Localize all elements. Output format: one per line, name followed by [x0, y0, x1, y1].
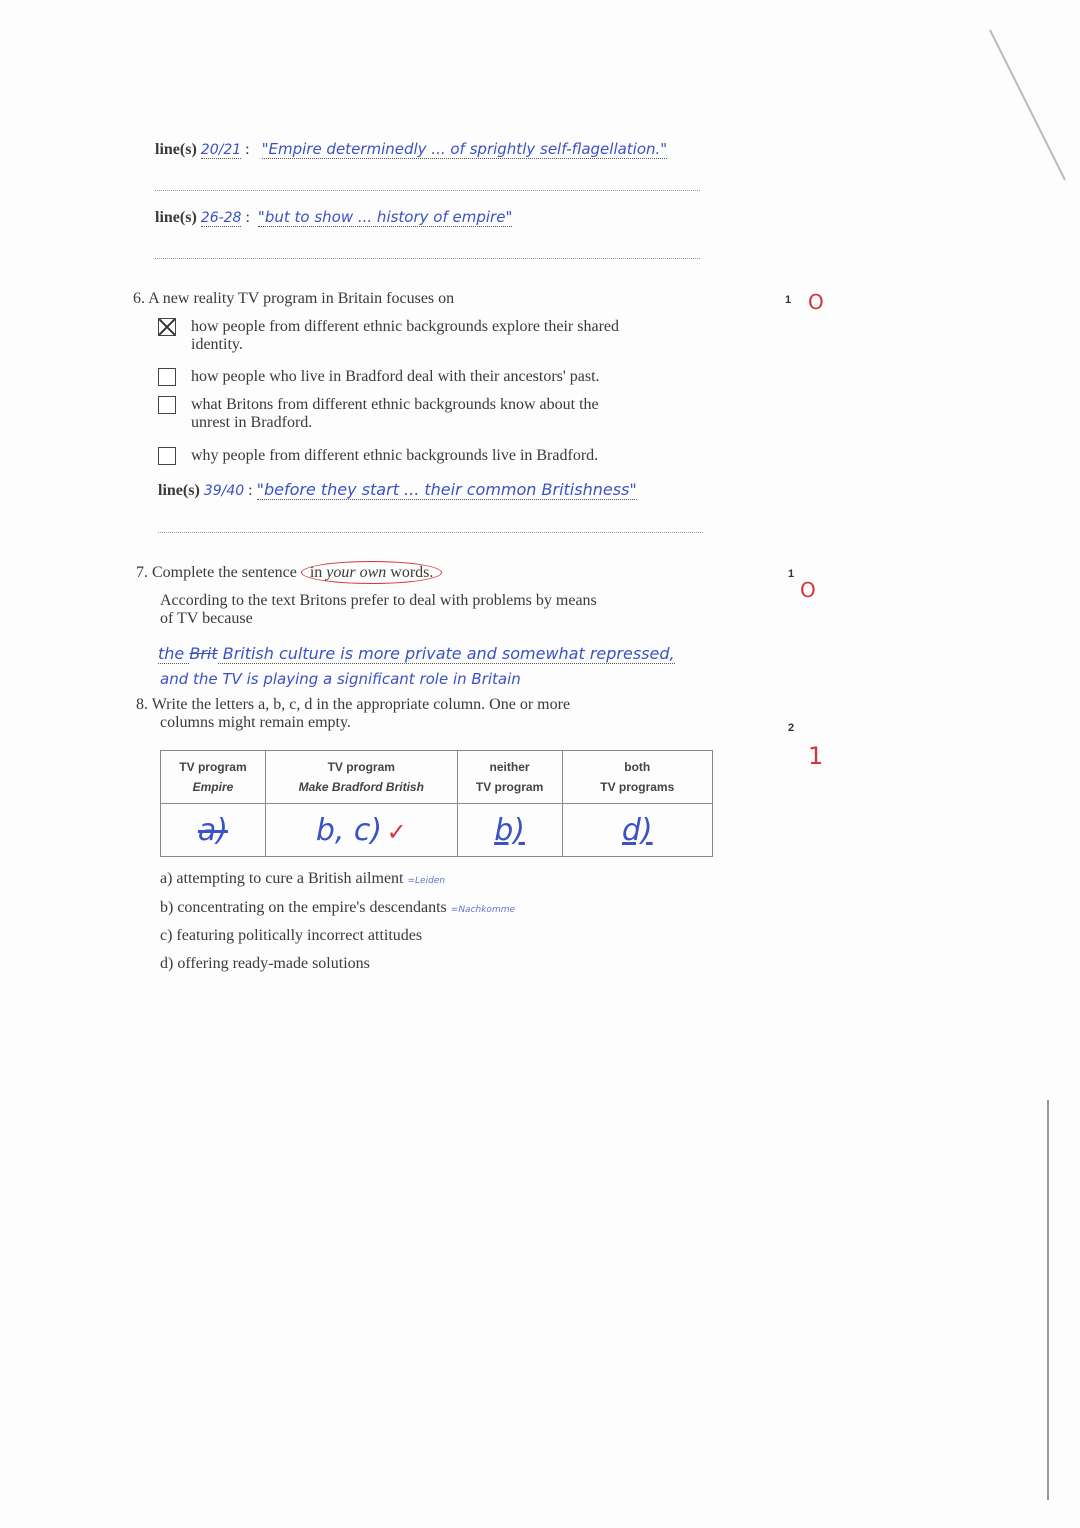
crossed-out-text: Brit	[189, 644, 218, 663]
answer-rule	[155, 258, 700, 259]
line-number-hand: 20/21	[200, 142, 242, 158]
page-right-edge	[1040, 1100, 1060, 1500]
answer-cell[interactable]	[562, 804, 712, 857]
q6-score: 1	[785, 294, 792, 306]
q6-option3-checkbox[interactable]	[158, 396, 176, 414]
q5-line1: line(s) 20/21 : "Empire determinedly ... of sprightly self-flagellation."	[155, 140, 668, 158]
q6-option3	[191, 396, 599, 432]
question-number: 7.	[136, 564, 148, 581]
table-header: both TV programs	[562, 751, 712, 804]
line-label: line(s)	[155, 141, 197, 158]
option-text-cont: identity.	[191, 336, 243, 353]
line-number-hand: 39/40	[203, 483, 245, 499]
q7-question	[136, 564, 442, 582]
option-text: how people from different ethnic backgrounds explore their shared	[191, 318, 619, 335]
answer-cell[interactable]	[457, 804, 562, 857]
table-header: neither TV program	[457, 751, 562, 804]
q8-item-b	[160, 899, 515, 917]
prompt-text-cont: of TV because	[160, 610, 253, 627]
prompt-text: According to the text Britons prefer to deal with problems by means	[160, 592, 597, 609]
line-quote-hand: "Empire determinedly ... of sprightly self-flagellation."	[261, 140, 668, 158]
question-number: 8.	[136, 696, 148, 713]
q8-item-d: d) offering ready-made solutions	[160, 955, 370, 972]
question-number: 6.	[133, 290, 145, 307]
table-header: TV program Empire	[161, 751, 266, 804]
line-quote-hand: "before they start ... their common Britishness"	[256, 480, 637, 499]
line-quote-hand: "but to show ... history of empire"	[257, 208, 513, 226]
line-label: line(s)	[158, 482, 200, 499]
q7-prompt	[160, 592, 597, 628]
q8-grade: 1	[808, 742, 824, 770]
answer-text: British culture is more private and somewhat repressed,	[217, 644, 675, 663]
answer-text: the	[158, 644, 190, 663]
q6-option1	[191, 318, 619, 354]
page-fold-edge	[980, 20, 1080, 220]
q7-answer-line2: and the TV is playing a significant role in Britain	[160, 670, 521, 688]
line-number-hand: 26-28	[200, 210, 242, 226]
q8-instruction	[136, 696, 570, 732]
q6-option2: how people who live in Bradford deal with their ancestors' past.	[191, 368, 600, 385]
q7-answer-line1	[158, 644, 675, 663]
option-text: what Britons from different ethnic backgrounds know about the	[191, 396, 599, 413]
q6-option4: why people from different ethnic backgrounds live in Bradford.	[191, 447, 599, 464]
q6-option1-checkbox[interactable]	[158, 318, 176, 336]
table-answer-row	[161, 804, 713, 857]
item-note: =Leiden	[407, 876, 446, 886]
q6-option4-checkbox[interactable]	[158, 447, 176, 465]
answer-hand: b, c)	[315, 812, 383, 848]
line-label: line(s)	[155, 209, 197, 226]
q7-score: 1	[788, 568, 795, 580]
q5-line2: line(s) 26-28 : "but to show ... history of empire"	[155, 208, 513, 226]
q6-option2-checkbox[interactable]	[158, 368, 176, 386]
q6-grade: O	[808, 290, 824, 314]
answer-hand: b)	[494, 812, 525, 848]
item-text: b) concentrating on the empire's descendants	[160, 899, 447, 916]
answer-rule	[158, 532, 703, 533]
q8-item-c: c) featuring politically incorrect attitudes	[160, 927, 423, 944]
q7-grade: O	[800, 578, 816, 602]
q8-item-a	[160, 870, 445, 888]
table-header: TV program Make Bradford British	[265, 751, 457, 804]
q8-score: 2	[788, 722, 795, 734]
instruction-text-cont: columns might remain empty.	[160, 714, 351, 731]
question-text: A new reality TV program in Britain focuses on	[148, 290, 455, 307]
answer-hand: d)	[621, 812, 653, 848]
circled-instruction: in your own words.	[301, 561, 443, 584]
option-text-cont: unrest in Bradford.	[191, 414, 313, 431]
table-header-row	[161, 751, 713, 804]
q6-question	[133, 290, 454, 308]
item-note: =Nachkomme	[450, 905, 516, 915]
instruction-text: Write the letters a, b, c, d in the appropriate column. One or more	[151, 696, 571, 713]
answer-cell[interactable]	[265, 804, 457, 857]
answer-cell[interactable]	[161, 804, 266, 857]
answer-rule	[155, 190, 700, 191]
item-text: a) attempting to cure a British ailment	[160, 870, 404, 887]
answer-hand: a)	[197, 812, 229, 848]
question-text: Complete the sentence	[152, 564, 301, 581]
answer-table	[160, 750, 713, 857]
check-mark: ✓	[386, 817, 407, 846]
q6-line: line(s) 39/40 : "before they start ... their common Britishness"	[158, 480, 637, 499]
